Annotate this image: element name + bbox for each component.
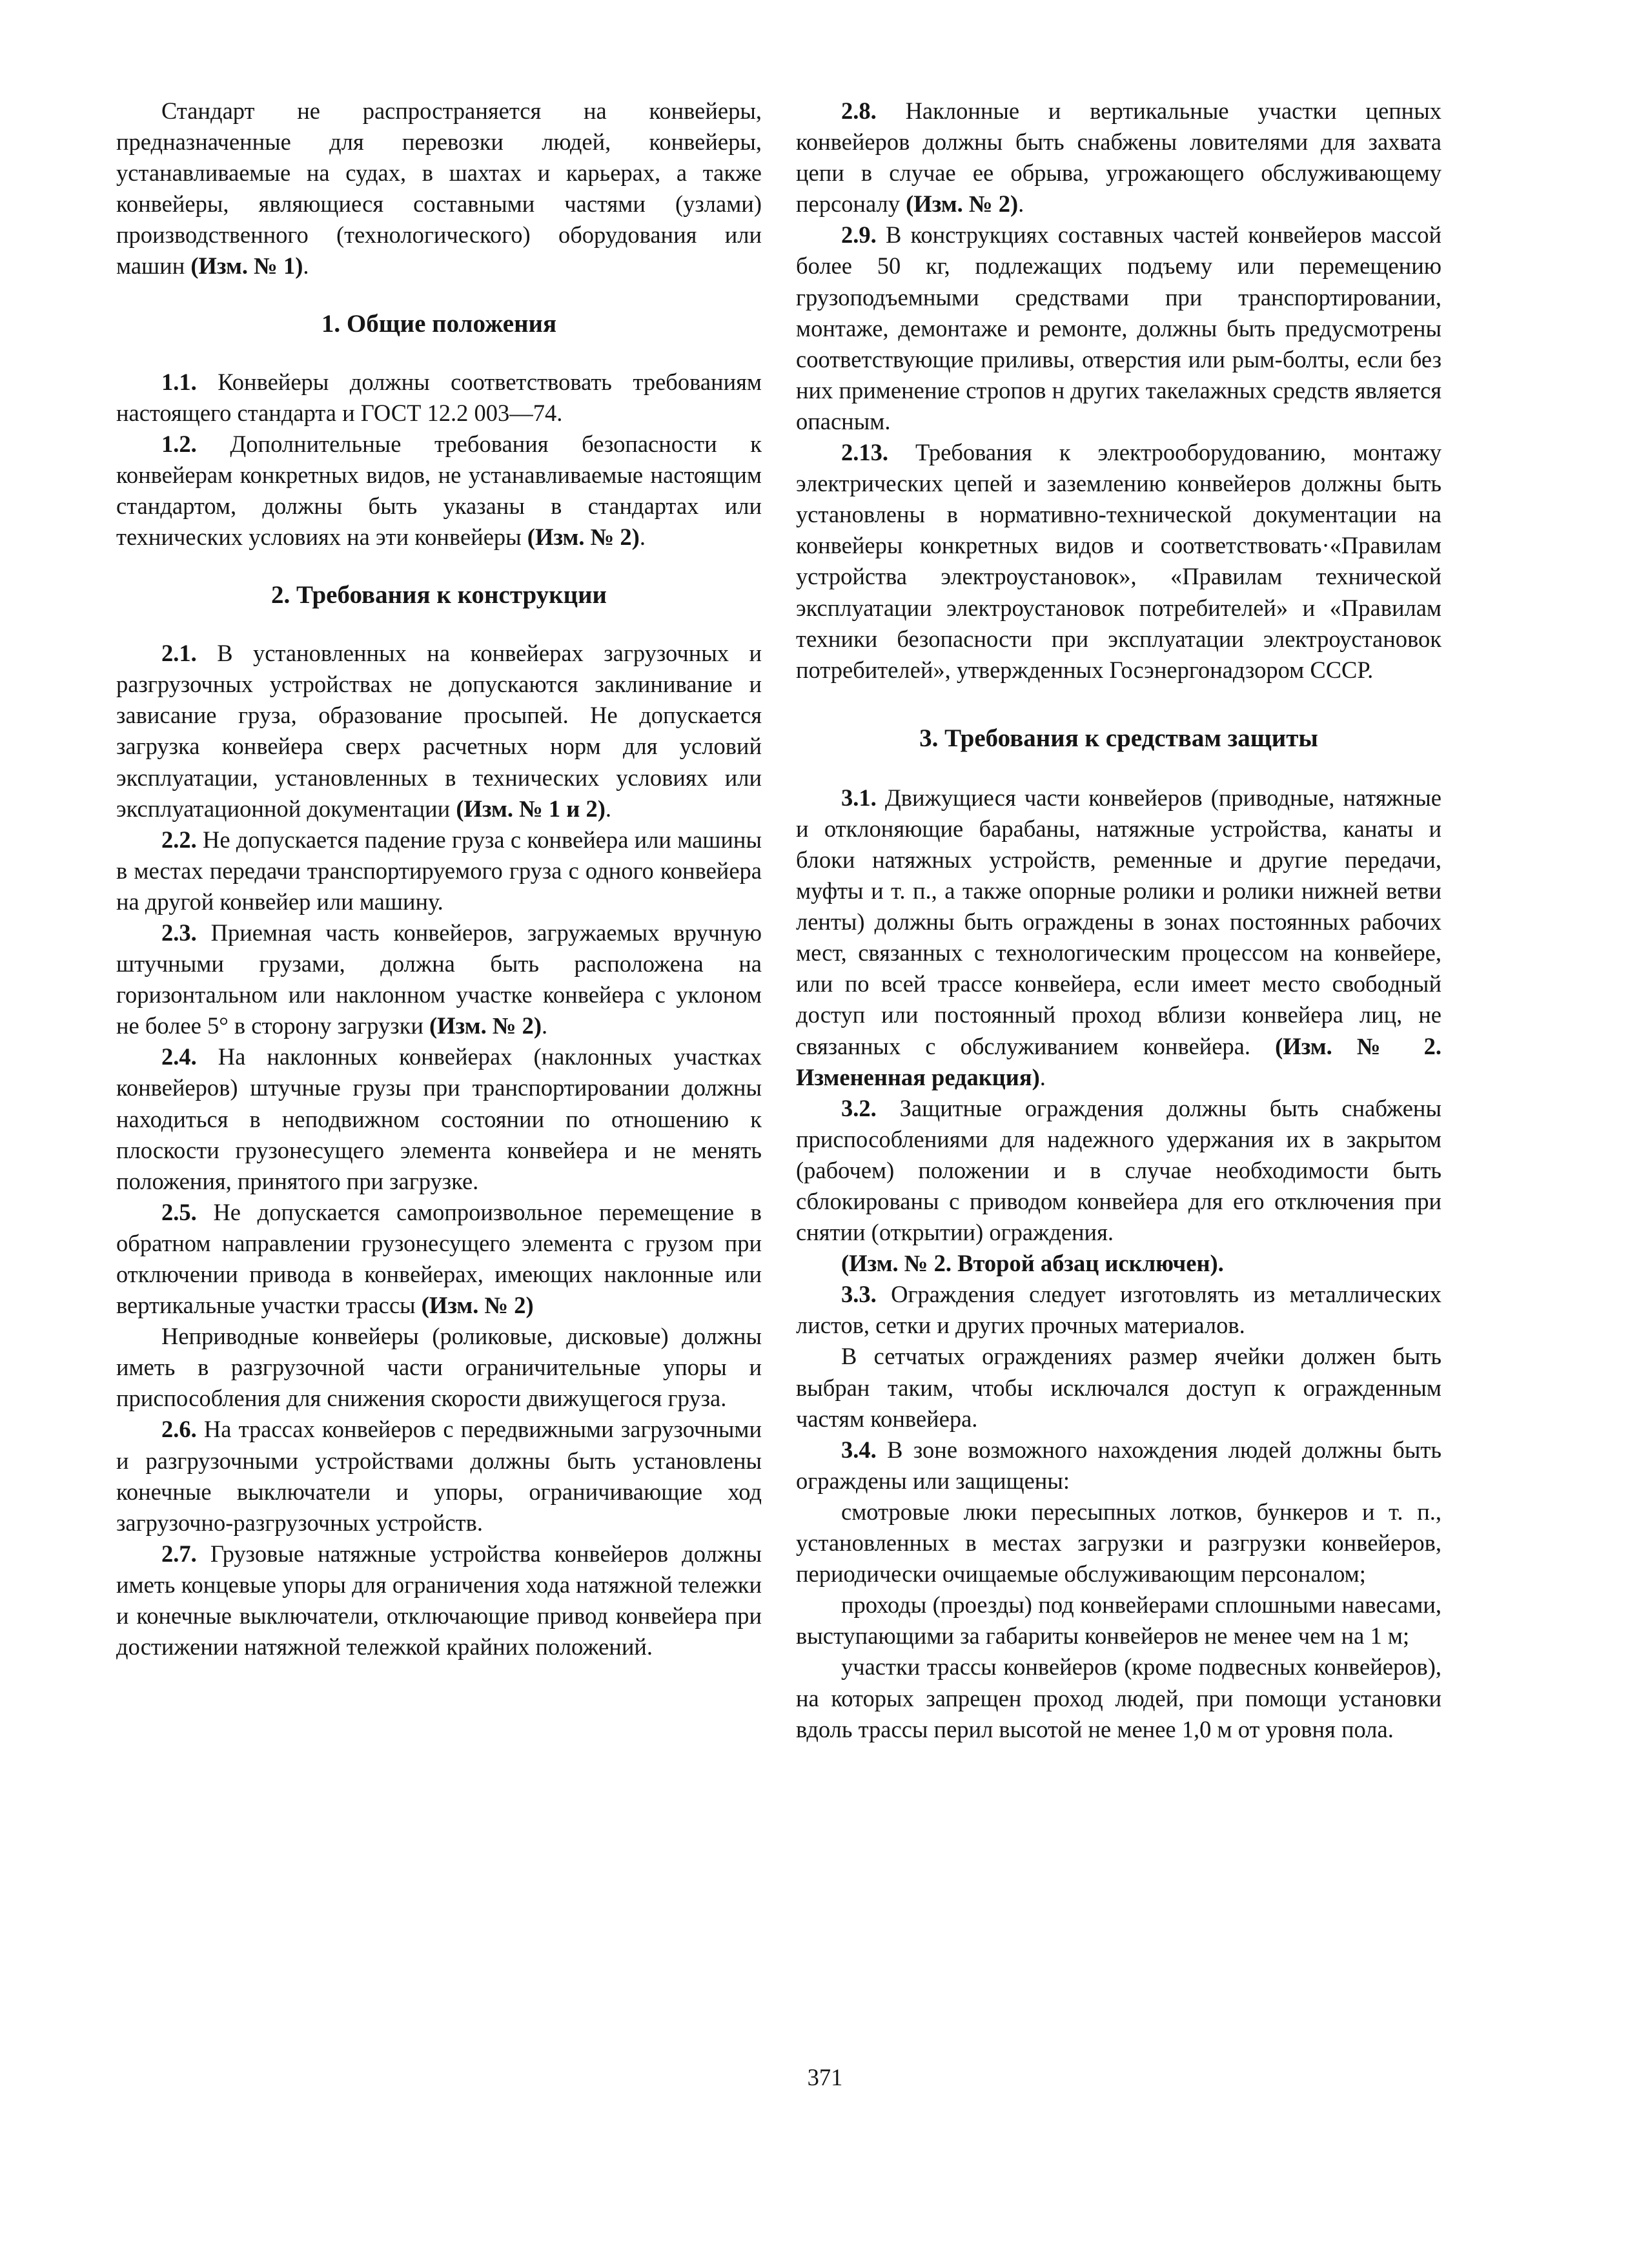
clause-2-3: 2.3. Приемная часть конвейеров, загружаемых вручную штучными грузами, должна быть расположена на горизонтальном или наклонном участке конвейера с уклоном не более 5° в сторону загрузки (Изм. № 2). — [116, 919, 762, 1039]
amendment-ref: (Изм. № 2) — [906, 190, 1019, 218]
clause-number: 2.8. — [841, 97, 877, 124]
clause-3-4-item-2: проходы (проезды) под конвейерами сплошными навесами, выступающими за габариты конвейеров не менее чем на 1 м; — [796, 1591, 1441, 1650]
clause-number: 2.6. — [161, 1416, 197, 1443]
clause-2-6: 2.6. На трассах конвейеров с передвижными загрузочными и разгрузочными устройствами должны быть установлены конечные выключатели и упоры, ограничивающие ход загрузочно-разгрузочных устройств. — [116, 1416, 762, 1536]
amendment-ref: (Изм. № 2) — [421, 1292, 534, 1319]
clause-number: 2.9. — [841, 221, 877, 249]
clause-3-4-item-3: участки трассы конвейеров (кроме подвесных конвейеров), на которых запрещен проход людей, при помощи установки вдоль трассы перил высотой не менее 1,0 м от уровня пола. — [796, 1653, 1441, 1742]
clause-3-2: 3.2. Защитные ограждения должны быть снабжены приспособлениями для надежного удержания их в закрытом (рабочем) положении и в случае необходимости быть сблокированы с приводом конвейера для его отключения при снятии (открытии) ограждения. — [796, 1094, 1441, 1246]
clause-number: 2.3. — [161, 919, 197, 946]
clause-number: 1.2. — [161, 430, 197, 457]
clause-3-4-item-1: смотровые люки пересыпных лотков, бункеров и т. п., установленных в местах загрузки и разгрузки конвейеров, периодически очищаемые обслуживающим персоналом; — [796, 1498, 1441, 1588]
clause-2-1: 2.1. В установленных на конвейерах загрузочных и разгрузочных устройствах не допускаются заклинивание и зависание груза, образование просыпей. Не допускается загрузка конвейера сверх расчетных норм для условий эксплуатации, установленных в технических условиях или эксплуатационной документации (Изм. № 1 и 2). — [116, 640, 762, 822]
amendment-note: (Изм. № 2. Второй абзац исключен). — [841, 1250, 1224, 1277]
clause-number: 2.2. — [161, 826, 197, 853]
amendment-ref: (Изм. № 1 и 2) — [456, 795, 606, 822]
clause-2-5-note: Неприводные конвейеры (роликовые, дисковые) должны иметь в разгрузочной части ограничительные упоры и приспособления для снижения скорости движущегося груза. — [116, 1323, 762, 1412]
clause-number: 2.7. — [161, 1540, 197, 1567]
clause-1-2: 1.2. Дополнительные требования безопасности к конвейерам конкретных видов, не устанавливаемые настоящим стандартом, должны быть указаны в стандартах или технических условиях на эти конвейеры (Изм. № 2). — [116, 430, 762, 551]
right-column — [796, 96, 1441, 1745]
clause-3-4: 3.4. В зоне возможного нахождения людей должны быть ограждены или защищены: — [796, 1436, 1442, 1494]
clause-2-5: 2.5. Не допускается самопроизвольное перемещение в обратном направлении грузонесущего элемента с грузом при отключении привода в конвейерах, имеющих наклонные или вертикальные участки трассы (Изм. № 2) — [116, 1198, 762, 1319]
amendment-ref: (Изм. № 2) — [429, 1012, 542, 1039]
clause-number: 3.1. — [841, 784, 877, 811]
clause-number: 3.3. — [841, 1281, 877, 1308]
clause-2-8: 2.8. Наклонные и вертикальные участки цепных конвейеров должны быть снабжены ловителями для захвата цепи в случае ее обрыва, угрожающего обслуживающему персоналу (Изм. № 2). — [796, 97, 1441, 218]
clause-1-1: 1.1. Конвейеры должны соответствовать требованиям настоящего стандарта и ГОСТ 12.2 003—74. — [116, 368, 762, 426]
left-column — [116, 96, 762, 1662]
clause-number: 3.4. — [841, 1436, 877, 1463]
section-heading-2: 2. Требования к конструкции — [270, 581, 607, 609]
amendment-ref: (Изм. № 2. Второй абзац исключен) — [841, 1250, 1218, 1277]
clause-2-7: 2.7. Грузовые натяжные устройства конвейеров должны иметь концевые упоры для ограничения хода натяжной тележки и конечные выключатели, отключающие привод конвейера при достижении натяжной тележкой крайних положений. — [116, 1540, 762, 1660]
clause-3-1: 3.1. Движущиеся части конвейеров (приводные, натяжные и отклоняющие барабаны, натяжные устройства, канаты и блоки натяжных устройств, ременные и другие передачи, муфты и т. п., а также опорные ролики и ролики нижней ветви ленты) должны быть ограждены в зонах постоянных рабочих мест, связанных с технологическим процессом на конвейере, или по всей трассе конвейера, если имеет место свободный доступ или постоянный проход вблизи конвейера лиц, не связанных с обслуживанием конвейера. (Изм. № 2. Измененная редакция). — [796, 784, 1441, 1090]
clause-3-3: 3.3. Ограждения следует изготовлять из металлических листов, сетки и других прочных материалов. — [796, 1281, 1442, 1339]
clause-2-9: 2.9. В конструкциях составных частей конвейеров массой более 50 кг, подлежащих подъему или перемещению грузоподъемными средствами при транспортировании, монтаже, демонтаже и ремонте, должны быть предусмотрены соответствующие приливы, отверстия или рым-болты, если без них применение стропов н других такелажных средств является опасным. — [796, 221, 1442, 434]
clause-number: 2.13. — [841, 439, 888, 466]
clause-number: 3.2. — [841, 1094, 877, 1121]
clause-2-2: 2.2. Не допускается падение груза с конвейера или машины в местах передачи транспортируемого груза с одного конвейера на другой конвейер или машину. — [116, 826, 762, 915]
section-heading-1: 1. Общие положения — [321, 309, 557, 338]
intro-paragraph: Стандарт не распространяется на конвейеры, предназначенные для перевозки людей, конвейеры, устанавливаемые на судах, в шахтах и карьерах, а также конвейеры, являющиеся составными частями (узлами) производственного (технологического) оборудования или машин (Изм. № 1). — [116, 97, 762, 280]
page-number: 371 — [807, 2064, 843, 2090]
clause-2-4: 2.4. На наклонных конвейерах (наклонных участках конвейеров) штучные грузы при транспортировании должны находиться в неподвижном состоянии по отношению к плоскости грузонесущего элемента конвейера и не менять положения, принятого при загрузке. — [116, 1043, 762, 1194]
clause-2-13: 2.13. Требования к электрооборудованию, монтажу электрических цепей и заземлению конвейеров должны быть установлены в нормативно-технической документации на конвейеры конкретных видов и соответствовать·«Правилам устройства электроустановок», «Правилам технической эксплуатации электроустановок потребителей» и «Правилам техники безопасности при эксплуатации электроустановок потребителей», утвержденных Госэнергонадзором СССР. — [796, 439, 1441, 683]
amendment-ref: (Изм. № 2. Измененная редакция) — [796, 1032, 1441, 1090]
clause-number: 2.1. — [161, 640, 197, 667]
clause-3-3-note: В сетчатых ограждениях размер ячейки должен быть выбран таким, чтобы исключался доступ к огражденным частям конвейера. — [796, 1343, 1441, 1432]
amendment-ref: (Изм. № 1) — [190, 252, 303, 280]
section-heading-3: 3. Требования к средствам защиты — [919, 724, 1318, 752]
clause-number: 1.1. — [161, 368, 197, 395]
amendment-ref: (Изм. № 2) — [527, 524, 640, 551]
clause-number: 2.4. — [161, 1043, 197, 1070]
clause-number: 2.5. — [161, 1198, 197, 1225]
